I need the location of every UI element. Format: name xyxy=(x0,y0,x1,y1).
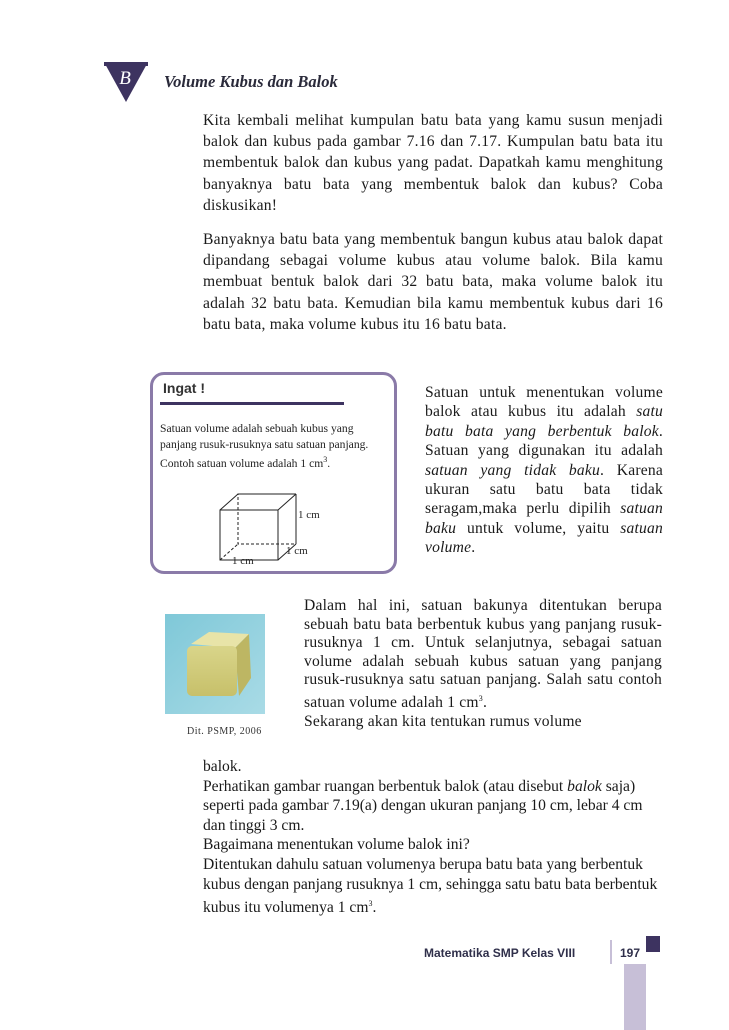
paragraph-explanation: Banyaknya batu bata yang membentuk bangun kubus atau balok dapat dipandang sebagai volume kubus atau volume balok. Bila kamu membuat bentuk balok dari 32 batu bata, maka volume balok itu adalah 32 batu bata. Kemudian bila kamu membentuk kubus dari 16 batu bata, maka volume kubus itu 16 batu bata. xyxy=(203,231,663,333)
footer-bar xyxy=(624,964,646,1030)
page-number: 197 xyxy=(620,946,641,960)
section-title: Volume Kubus dan Balok xyxy=(164,72,338,91)
footer-square xyxy=(646,936,660,952)
paragraph-balok: balok. Perhatikan gambar ruangan berbentuk balok (atau disebut balok saja) seperti pada gambar 7.19(a) dengan ukuran panjang 10 cm, lebar 4 cm dan tinggi 3 cm. Bagaimana menentukan volume balok ini? Ditentukan dahulu satuan volumenya berupa batu bata yang berbentuk kubus dengan panjang rusuknya 1 cm, sehingga satu batu bata berbentuk kubus itu volumenya 1 $cm^3$. xyxy=(203,758,658,917)
cube-label-width: 1 cm xyxy=(232,555,254,567)
footer-book-title: Matematika SMP Kelas VIII xyxy=(424,946,576,960)
reminder-title: Ingat ! xyxy=(163,380,205,396)
footer-separator xyxy=(610,940,612,964)
section-badge xyxy=(104,62,148,102)
reminder-text: Satuan volume adalah sebuah kubus yang panjang rusuk-rusuknya satu satuan panjang. Contoh satuan volume adalah 1 $cm^3$. xyxy=(160,422,369,471)
paragraph-standard-unit: Dalam hal ini, satuan bakunya ditentukan berupa sebuah batu bata berbentuk kubus yang panjang rusuk-rusuknya 1 cm. Untuk selanjutnya, sebagai satuan volume adalah sebuah kubus satuan yang panjang rusuk-rusuknya satu satuan panjang. Salah satu contoh satuan volume adalah 1 $cm^3$. Sekarang akan kita tentukan rumus volume xyxy=(304,597,662,730)
unit-cube-diagram xyxy=(200,490,390,570)
reminder-underline xyxy=(160,402,344,405)
paragraph-intro: Kita kembali melihat kumpulan batu bata yang kamu susun menjadi balok dan kubus pada gambar 7.16 dan 7.17. Kumpulan batu bata itu membentuk balok dan kubus yang padat. Dapatkah kamu menghitung banyaknya batu bata yang membentuk balok dan kubus? Coba diskusikan! xyxy=(203,112,663,214)
section-badge-letter: B xyxy=(119,68,131,89)
cube-label-height: 1 cm xyxy=(298,509,320,521)
photo-caption: Dit. PSMP, 2006 xyxy=(187,726,262,737)
unit-explanation: Satuan untuk menentukan volume balok atau kubus itu adalah satu batu bata yang berbentuk balok. Satuan yang digunakan itu adalah satuan yang tidak baku. Karena ukuran satu batu bata tidak seragam,maka perlu dipilih satuan baku untuk volume, yaitu satuan volume. xyxy=(425,384,663,557)
cube-photo xyxy=(165,614,265,714)
cube-label-depth: 1 cm xyxy=(286,545,308,557)
